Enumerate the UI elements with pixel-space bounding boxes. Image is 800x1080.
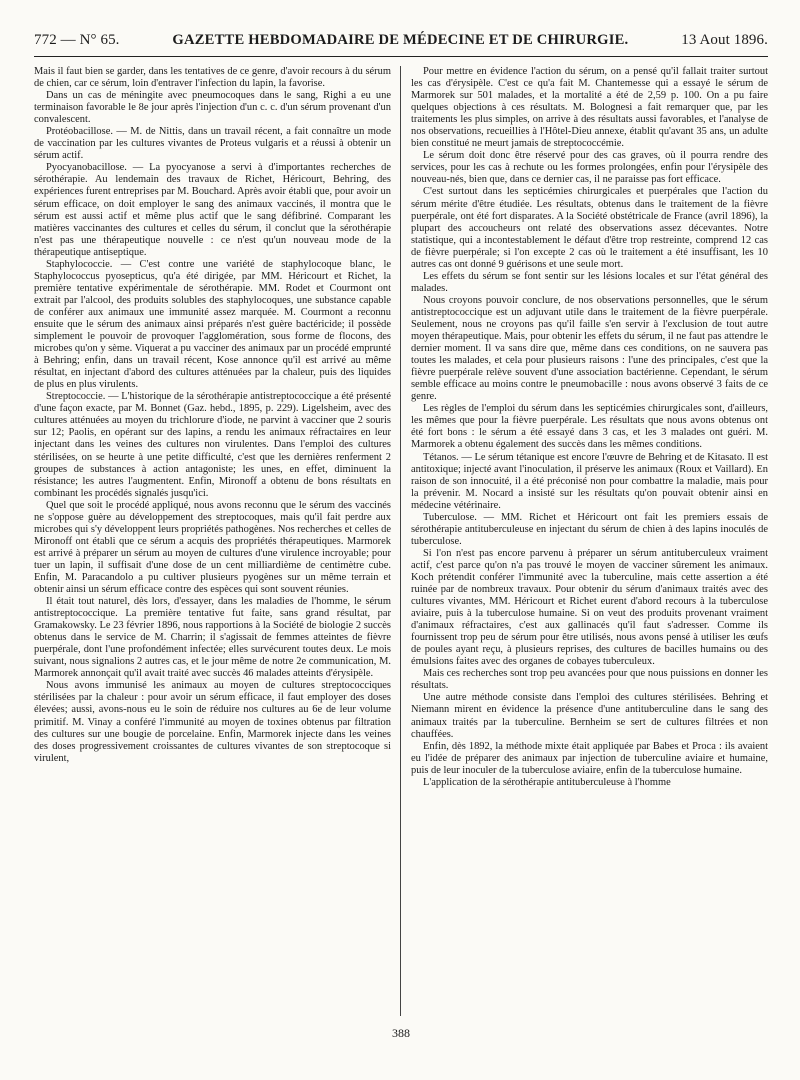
paragraph: Pour mettre en évidence l'action du sérum, on a pensé qu'il fallait traiter surtout les cas d'érysipèle. C'est ce qu'a fait M. Chantemesse qui a essayé le sérum de Marmorek sur 501 malades, et la mortalité a été de 2,59 p. 100. On a pu faire quelques objections à ces résultats. M. Bolognesi a fait remarquer que, par les traitements les plus simples, on arrive à des résultats aussi favorables, et l'analyse de nos observations, recueillies à l'Hôtel-Dieu annexe, établit qu'avant 35 ans, un adulte bien constitué ne meurt jamais de streptococcémie. [411,66,768,150]
page-folio: 388 [392,1026,410,1040]
issue-date: 13 Aout 1896. [681,32,768,48]
paragraph: Protéobacillose. — M. de Nittis, dans un travail récent, a fait connaître un mode de vaccination par les cultures vivantes de Proteus vulgaris et a réussi à obtenir un sérum actif. [34,126,391,162]
paragraph: Mais il faut bien se garder, dans les tentatives de ce genre, d'avoir recours à du sérum de chien, car ce sérum, loin d'entraver l'infection du lapin, la favorise. [34,66,391,90]
paragraph: Quel que soit le procédé appliqué, nous avons reconnu que le sérum des vaccinés ne s'oppose guère au développement des streptocoques, mais qu'il fait perdre aux microbes qui s'y développent leurs propriétés pathogènes. Nos recherches et celles de Mironoff ont établi que ce sérum a acquis des propriétés thérapeutiques. Marmorek est arrivé à préparer un sérum au moyen de cultures d'une virulence incroyable; pour tuer un lapin, il suffisait d'une dose de un cent milliardième de centimètre cube. Enfin, M. Paracandolo a pu cultiver plusieurs pyogènes sur un même terrain et obtenir ainsi un sérum efficace contre des espèces qui sont souvent réunies. [34,499,391,596]
journal-title: GAZETTE HEBDOMADAIRE DE MÉDECINE ET DE CHIRURGIE. [172,32,629,48]
paragraph: Une autre méthode consiste dans l'emploi des cultures stérilisées. Behring et Niemann mirent en évidence la présence d'une antituberculine dans le sang des animaux traités par la tuberculine. Bernheim se sert de cultures filtrées et non chauffées. [411,692,768,740]
paragraph: Enfin, dès 1892, la méthode mixte était appliquée par Babes et Proca : ils avaient eu l'idée de préparer des animaux par injection de tuberculine aviaire et humaine, puis de leur inoculer de la tuberculose aviaire, enfin de la tuberculose humaine. [411,740,768,776]
paragraph: Nous avons immunisé les animaux au moyen de cultures streptococciques stérilisées par la chaleur : pour avoir un sérum efficace, il faut employer des doses élevées; aussi, avons-nous eu le soin de réduire nos cultures au 6e de leur volume primitif. M. Vinay a conféré l'immunité au moyen de toxines obtenus par filtration des cultures sur une bougie de porcelaine. Enfin, Marmorek injecte dans les veines des doses progressivement croissantes de cultures vivantes de son streptocoque si virulent, [34,680,391,764]
text-columns [34,66,768,1016]
column-divider [400,66,401,1016]
paragraph: Les règles de l'emploi du sérum dans les septicémies chirurgicales sont, d'ailleurs, les mêmes que pour la fièvre puerpérale. Les résultats que nous avons obtenus ont été fort bons : le sérum a été essayé dans 3 cas, et les 3 malades ont guéri. M. Marmorek a obtenu également des succès dans les mêmes conditions. [411,403,768,451]
left-column [34,66,391,1016]
paragraph: Pyocyanobacillose. — La pyocyanose a servi à d'importantes recherches de sérothérapie. Au lendemain des travaux de Richet, Héricourt, Behring, des expériences furent entreprises par M. Bouchard. Après avoir établi que, pour avoir un sérum efficace, on doit employer le sang des animaux vaccinés, il montra que le sérum est aussi actif et même plus actif que le sang défibriné. Comparant les matières vaccinantes des cultures et celles du sérum, il conclut que la sérothérapie n'est pas une thérapeutique nouvelle : ce n'est qu'un nouveau mode de la thérapeutique antiseptique. [34,162,391,258]
right-column [411,66,768,1016]
paragraph: Nous croyons pouvoir conclure, de nos observations personnelles, que le sérum antistreptococcique est un adjuvant utile dans le traitement de la fièvre puerpérale. Seulement, nous ne croyons pas qu'il faille s'en servir à l'exclusion de tout autre moyen thérapeutique. Mais, pour obtenir les effets du sérum, il ne faut pas attendre le dernier moment. Il va sans dire que, même dans ces conditions, on ne sauvera pas toutes les malades, et cela pour plusieurs raisons : l'une des principales, c'est que la fièvre puerpérale relève souvent d'une association bactérienne. Cependant, le sérum semble efficace au moins contre le pneumobacille : nous avons observé 3 faits de ce genre. [411,294,768,403]
page-number: 772 — N° 65. [34,32,120,48]
paragraph: Dans un cas de méningite avec pneumocoques dans le sang, Righi a eu une terminaison favorable le 8e jour après l'injection d'un c. c. d'un sérum provenant d'un convalescent. [34,90,391,126]
paragraph: Si l'on n'est pas encore parvenu à préparer un sérum antituberculeux vraiment actif, c'est parce qu'on n'a pas trouvé le moyen de vacciner sûrement les animaux. Koch prétendit conférer l'immunité avec la tuberculine, mais cette assertion a été ruinée par de nombreux travaux. Pour obtenir du sérum d'animaux traités avec des cultures vivantes, MM. Héricourt et Richet eurent d'abord recours à la tuberculose aviaire, puis à la tuberculose humaine. Si on veut des produits provenant vraiment d'animaux réfractaires, c'est aux gallinacés qu'il faut s'adresser. Comme ils fournissent trop peu de sérum pour être utilisés, nous avons pensé à utiliser les œufs de poules ayant reçu, à plusieurs reprises, des cultures de bacilles humains ou des émulsions faites avec des organes de cobayes tuberculeux. [411,547,768,668]
paragraph: Streptococcie. — L'historique de la sérothérapie antistreptococcique a été présenté d'une façon exacte, par M. Bonnet (Gaz. hebd., 1895, p. 229). Ligelsheim, avec des cultures atténuées au moyen du trichlorure d'iode, ne parvint à vacciner que 2 souris sur 12; Paolis, en opérant sur des lapins, a rendu les animaux réfractaires en leur injectant dans les veines des cultures non virulentes. Dans l'emploi des cultures stérilisées, on se heurte à une petite difficulté, c'est que les dernières renferment 2 groupes de substances à action antagoniste; les unes, en effet, diminuent la résistance; les autres l'augmentent. Enfin, Mironoff a obtenu de bons résultats en combinant les procédés signalés jusqu'ici. [34,391,391,499]
paragraph: Tétanos. — Le sérum tétanique est encore l'œuvre de Behring et de Kitasato. Il est antitoxique; injecté avant l'inoculation, il préserve les animaux (Roux et Vaillard). En raison de son innocuité, il a été préconisé non pour combattre la maladie, mais pour la prévenir. M. Nocard a insisté sur les résultats qu'on pouvait obtenir ainsi en médecine vétérinaire. [411,451,768,511]
paragraph: Il était tout naturel, dès lors, d'essayer, dans les maladies de l'homme, le sérum antistreptococcique. La première tentative fut faite, sans grand résultat, par Gramakowsky. Le 23 février 1896, nous rapportions à la Société de biologie 2 succès obtenus dans le service de M. Charrin; il s'agissait de femmes atteintes de fièvre puerpérale, dont l'une profondément infectée; elles survécurent toutes deux. Le mois suivant, nous signalions 2 autres cas, et le jour même de notre 2e communication, M. Marmorek annonçait qu'il avait traité avec succès 46 malades atteints d'érysipèle. [34,596,391,680]
paragraph: Mais ces recherches sont trop peu avancées pour que nous puissions en donner les résultats. [411,668,768,692]
paragraph: L'application de la sérothérapie antituberculeuse à l'homme [423,776,671,788]
journal-page [34,32,768,1052]
paragraph: Les effets du sérum se font sentir sur les lésions locales et sur l'état général des malades. [411,270,768,294]
running-header [34,32,768,57]
paragraph: C'est surtout dans les septicémies chirurgicales et puerpérales que l'action du sérum mérite d'être étudiée. Les résultats, obtenus dans le traitement de la fièvre puerpérale, ont été fort disparates. A la Société obstétricale de France (avril 1896), la plupart des accoucheurs ont relaté des observations assez décevantes. Notre statistique, qui a incontestablement le défaut d'être trop restreinte, comprend 12 cas de fièvre puerpérale; si l'on excepte 2 cas où le traitement a été insuffisant, les 10 autres cas ont donné 9 guérisons et une seule mort. [411,186,768,270]
paragraph: Tuberculose. — MM. Richet et Héricourt ont fait les premiers essais de sérothérapie antituberculeuse en injectant du sérum de chien à des lapins inoculés de tuberculose. [411,511,768,547]
paragraph: Le sérum doit donc être réservé pour des cas graves, où il pourra rendre des services, pour les cas à rechute ou les formes prolongées, enfin pour l'érysipèle des nouveau-nés, bien que, dans ce dernier cas, il ne paraisse pas fort efficace. [411,150,768,186]
paragraph: Staphylococcie. — C'est contre une variété de staphylocoque blanc, le Staphylococcus pyosepticus, qu'a été dirigée, par MM. Héricourt et Richet, la première tentative expérimentale de sérothérapie. MM. Rodet et Courmont ont extrait par l'alcool, des produits solubles des staphylocoques, une substance capable de conférer aux animaux une immunité assez marquée. M. Courmont a reconnu ensuite que le sérum des animaux ainsi préparés n'est guère bactéricide; il possède simplement le pouvoir de provoquer l'agglomération, sous forme de flocons, des microbes qu'on y sème. Viquerat a pu vacciner des animaux par un procédé emprunté à Behring; enfin, dans un travail récent, Kose annonce qu'il est arrivé au même résultat, en injectant d'abord des cultures atténuées par la chaleur, puis des liquides de plus en plus virulents. [34,258,391,391]
